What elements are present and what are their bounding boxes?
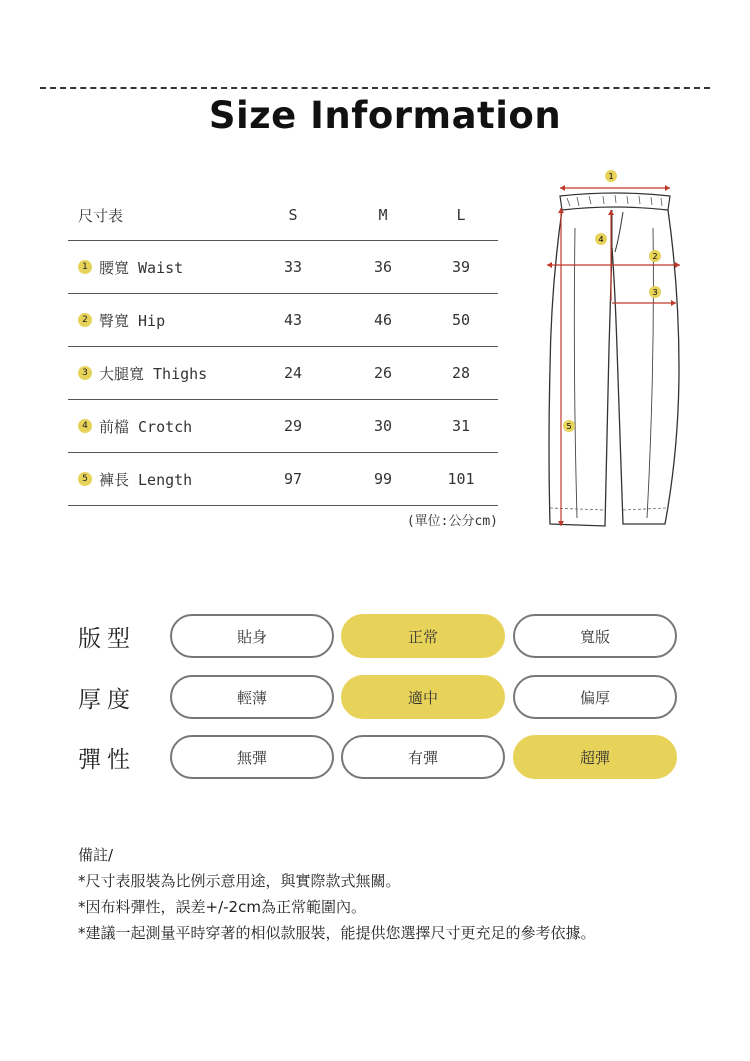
- notes-line-3: *建議一起測量平時穿著的相似款服裝，能提供您選擇尺寸更充足的參考依據。: [78, 924, 596, 942]
- row-label-text: 前檔 Crotch: [99, 417, 193, 436]
- row-value-s: 43: [283, 311, 303, 329]
- row-value-s: 29: [283, 417, 303, 435]
- svg-text:3: 3: [652, 288, 658, 297]
- header-label: 尺寸表: [78, 206, 124, 225]
- svg-text:4: 4: [598, 235, 604, 244]
- row-value-m: 46: [373, 311, 393, 329]
- row-value-m: 30: [373, 417, 393, 435]
- size-row: [68, 241, 498, 294]
- row-value-s: 97: [283, 470, 303, 488]
- row-label: [78, 294, 165, 346]
- row-number-badge: 3: [78, 366, 92, 380]
- marker-3: [649, 286, 661, 298]
- row-number-badge: 1: [78, 260, 92, 274]
- size-row: [68, 400, 498, 453]
- notes-line-1: *尺寸表服裝為比例示意用途，與實際款式無關。: [78, 872, 401, 890]
- size-row: [68, 347, 498, 400]
- size-row: [68, 294, 498, 347]
- scale-option-pill: 貼身: [170, 614, 334, 658]
- unit-note: (單位:公分cm): [406, 514, 498, 529]
- notes-section: [78, 842, 718, 946]
- scale-label: 厚度: [78, 686, 136, 713]
- row-value-s: 33: [283, 258, 303, 276]
- row-number-badge: 4: [78, 419, 92, 433]
- row-label-text: 大腿寬 Thighs: [99, 364, 208, 383]
- row-value-l: 50: [451, 311, 471, 329]
- header-s: S: [288, 206, 298, 224]
- size-row: [68, 453, 498, 506]
- row-number-badge: 5: [78, 472, 92, 486]
- notes-line-2: *因布料彈性，誤差+/-2cm為正常範圍內。: [78, 898, 366, 916]
- pants-measurement-diagram: [545, 168, 685, 538]
- header-l: L: [456, 206, 466, 224]
- row-label: [78, 453, 192, 505]
- scale-option-pill: 有彈: [341, 735, 505, 779]
- row-value-m: 26: [373, 364, 393, 382]
- scale-option-pill: 適中: [341, 675, 505, 719]
- attribute-scale-row: [78, 614, 678, 658]
- size-table: [68, 190, 498, 529]
- row-value-l: 31: [451, 417, 471, 435]
- svg-text:1: 1: [608, 172, 614, 181]
- row-value-m: 99: [373, 470, 393, 488]
- marker-4: [595, 233, 607, 245]
- marker-1: [605, 170, 617, 182]
- svg-text:2: 2: [652, 252, 658, 261]
- row-label-text: 臀寬 Hip: [99, 311, 166, 330]
- row-value-l: 39: [451, 258, 471, 276]
- scale-option-pill: 輕薄: [170, 675, 334, 719]
- row-label-text: 褲長 Length: [99, 470, 193, 489]
- row-value-l: 101: [447, 470, 475, 488]
- scale-label: 版型: [78, 625, 136, 652]
- attribute-scale-row: [78, 675, 678, 719]
- row-value-m: 36: [373, 258, 393, 276]
- scale-option-pill: 寬版: [513, 614, 677, 658]
- row-label: [78, 347, 207, 399]
- notes-heading: 備註/: [78, 846, 114, 864]
- scale-option-pill: 正常: [341, 614, 505, 658]
- row-label-text: 腰寬 Waist: [99, 258, 184, 277]
- row-label: [78, 241, 183, 293]
- row-value-l: 28: [451, 364, 471, 382]
- top-dashed-divider: [40, 87, 710, 89]
- svg-text:5: 5: [566, 422, 572, 431]
- marker-5: [563, 420, 575, 432]
- scale-option-pill: 無彈: [170, 735, 334, 779]
- scale-option-pill: 偏厚: [513, 675, 677, 719]
- row-value-s: 24: [283, 364, 303, 382]
- scale-label: 彈性: [78, 746, 136, 773]
- size-table-header: [68, 190, 498, 241]
- row-label: [78, 400, 192, 452]
- scale-option-pill: 超彈: [513, 735, 677, 779]
- attribute-scale-row: [78, 735, 678, 779]
- page-title: Size Information: [208, 94, 562, 137]
- header-m: M: [378, 206, 388, 224]
- marker-2: [649, 250, 661, 262]
- row-number-badge: 2: [78, 313, 92, 327]
